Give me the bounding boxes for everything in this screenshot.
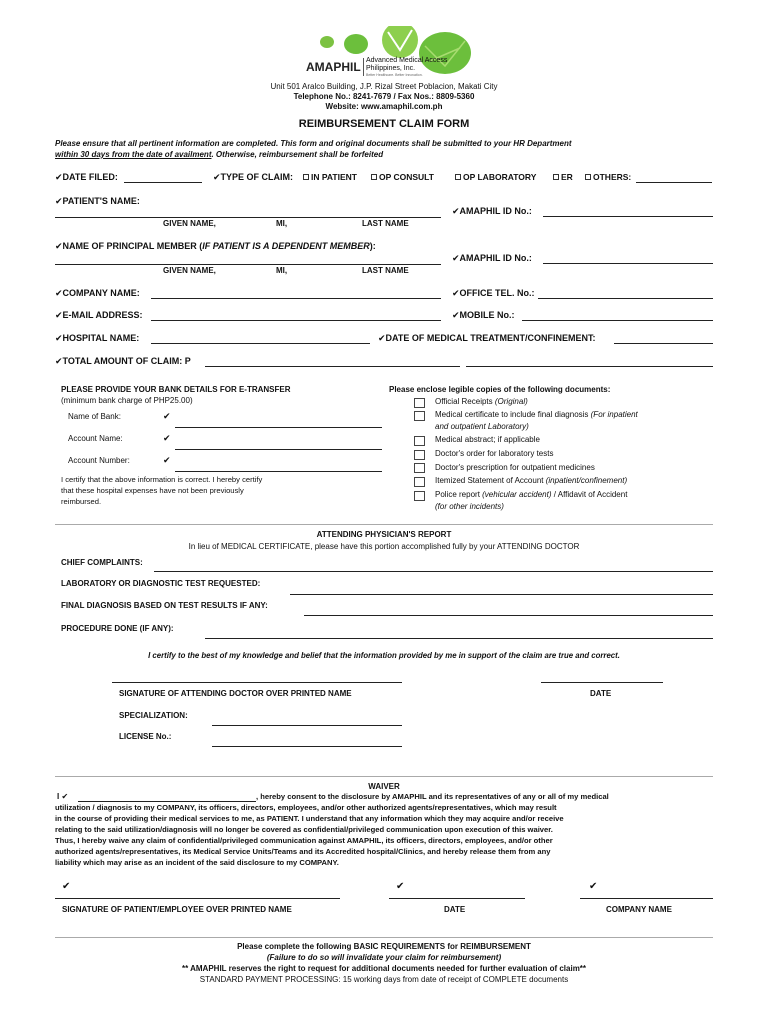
document-checkbox-medical-abstract[interactable] [414,436,425,446]
company-phone: Telephone No.: 8241-7679 / Fax Nos.: 8809-5360 [293,92,475,101]
check-icon: ✔ [55,172,63,182]
date-treatment-label: ✔DATE OF MEDICAL TREATMENT/CONFINEMENT: [378,333,596,343]
check-icon: ✔ [163,433,171,443]
check-icon: ✔ [452,206,460,216]
document-checkbox-lab-order[interactable] [414,450,425,460]
principal-amaphil-id-field[interactable] [543,263,713,264]
documents-heading: Please enclose legible copies of the following documents: [389,385,611,394]
claim-type-op-consult[interactable]: OP CONSULT [371,172,434,182]
patient-signature-caption: SIGNATURE OF PATIENT/EMPLOYEE OVER PRINTED NAME [62,905,292,914]
waiver-text-line5: Thus, I hereby waive any claim of confidential/privileged communication against AMAPHIL, its officers, directors, employees, and/or other [55,836,553,845]
account-name-field[interactable] [175,449,382,450]
specialization-field[interactable] [212,725,402,726]
bank-heading: PLEASE PROVIDE YOUR BANK DETAILS FOR E-TRANSFER [61,385,291,394]
total-claim-label: ✔TOTAL AMOUNT OF CLAIM: P [55,356,191,366]
check-icon: ✔ [589,881,598,892]
mobile-field[interactable] [522,320,713,321]
type-of-claim-label: ✔TYPE OF CLAIM: [213,172,294,182]
patient-company-caption: COMPANY NAME [606,905,672,914]
check-icon: ✔ [55,241,63,251]
check-icon: ✔ [55,288,63,298]
check-icon: ✔ [452,253,460,263]
claim-type-inpatient[interactable]: IN PATIENT [303,172,357,182]
company-name-field[interactable] [151,298,441,299]
patient-signature-field[interactable] [55,898,340,899]
document-checkbox-statement[interactable] [414,477,425,487]
company-tagline: Better Healthcare. Better Innovation. [366,73,423,77]
notice-deadline: within 30 days from the date of availment [55,150,212,159]
bank-name-label: Name of Bank: [68,412,121,421]
check-icon: ✔ [163,455,171,465]
waiver-text-line1: , hereby consent to the disclosure by AMAPHIL and its representatives of any or all of my medical [256,792,609,801]
footer-processing-note: STANDARD PAYMENT PROCESSING: 15 working days from date of receipt of COMPLETE documents [199,975,569,984]
company-name-line2: Philippines, Inc. [366,65,416,72]
document-item-lab-order: Doctor's order for laboratory tests [435,449,554,458]
claim-type-er[interactable]: ER [553,172,573,182]
document-item-medical-certificate-note: and outpatient Laboratory) [435,422,529,431]
footer-requirements: Please complete the following BASIC REQUIREMENTS for REIMBURSEMENT [237,942,531,951]
check-icon: ✔ [62,881,71,892]
bank-certify-line2: that these hospital expenses have not been previously [61,486,244,495]
check-icon: ✔ [163,411,171,421]
section-divider [55,776,713,777]
document-checkbox-medical-certificate[interactable] [414,411,425,421]
specialization-label: SPECIALIZATION: [119,711,188,720]
checkbox-icon[interactable] [553,174,559,180]
document-item-prescription: Doctor's prescription for outpatient medicines [435,463,595,472]
section-divider [55,524,713,525]
check-icon: ✔ [55,310,63,320]
account-name-label: Account Name: [68,434,123,443]
document-checkbox-receipts[interactable] [414,398,425,408]
patient-amaphil-id-label: ✔AMAPHIL ID No.: [452,206,532,216]
total-claim-field-extra[interactable] [466,366,713,367]
check-icon: ✔ [55,196,63,206]
doctor-date-field[interactable] [541,682,663,683]
bank-subheading: (minimum bank charge of PHP25.00) [61,396,193,405]
waiver-i: I ✔ [57,792,69,801]
check-icon: ✔ [55,356,63,366]
check-icon: ✔ [55,333,63,343]
checkbox-icon[interactable] [371,174,377,180]
final-diagnosis-label: FINAL DIAGNOSIS BASED ON TEST RESULTS IF ANY: [61,601,268,610]
patient-last-name-caption: LAST NAME [362,219,409,228]
company-name-label: ✔COMPANY NAME: [55,288,140,298]
principal-mi-caption: MI, [276,266,288,275]
date-treatment-field[interactable] [614,343,713,344]
document-item-police-report: Police report (vehicular accident) / Affidavit of Accident [435,490,628,499]
document-item-statement: Itemized Statement of Account (inpatient/confinement) [435,476,628,485]
waiver-text-line7: liability which may arise as an incident of the said disclosure to my COMPANY. [55,858,339,867]
lab-test-field-1[interactable] [290,594,713,595]
document-checkbox-prescription[interactable] [414,463,425,473]
document-item-medical-abstract: Medical abstract; if applicable [435,435,540,444]
email-label: ✔E-MAIL ADDRESS: [55,310,143,320]
mobile-label: ✔MOBILE No.: [452,310,515,320]
document-item-police-report-note: (for other incidents) [435,502,504,511]
waiver-heading: WAIVER [368,782,400,791]
claim-type-others[interactable]: OTHERS: [585,172,631,182]
physician-subheading: In lieu of MEDICAL CERTIFICATE, please have this portion accomplished fully by your ATTENDING DOCTOR [188,542,580,551]
chief-complaints-label: CHIEF COMPLAINTS: [61,558,143,567]
company-address: Unit 501 Aralco Building, J.P. Rizal Street Poblacion, Makati City [270,82,498,91]
form-title: REIMBURSEMENT CLAIM FORM [298,118,470,130]
bank-certify-line3: reimbursed. [61,497,102,506]
waiver-text-line2: utilization / diagnosis to my COMPANY, its officers, directors, employees, and/or other authorized agents/representatives, which may result [55,803,557,812]
chief-complaints-field[interactable] [154,571,713,572]
check-icon: ✔ [452,310,460,320]
physician-heading: ATTENDING PHYSICIAN'S REPORT [316,530,452,539]
footer-reserve-note: ** AMAPHIL reserves the right to request for additional documents needed for further evaluation of claim** [181,964,587,973]
patient-name-label: ✔PATIENT'S NAME: [55,196,140,206]
hospital-name-field[interactable] [151,343,370,344]
bank-name-field[interactable] [175,427,382,428]
checkbox-icon[interactable] [303,174,309,180]
brand-name: AMAPHIL [306,60,361,74]
document-item-medical-certificate: Medical certificate to include final diagnosis (For inpatient [435,410,638,419]
office-tel-field[interactable] [538,298,713,299]
claim-others-field[interactable] [636,182,712,183]
patient-mi-caption: MI, [276,219,288,228]
license-field[interactable] [212,746,402,747]
check-icon: ✔ [452,288,460,298]
checkbox-icon[interactable] [455,174,461,180]
principal-member-label: ✔NAME OF PRINCIPAL MEMBER (IF PATIENT IS A DEPENDENT MEMBER): [55,241,376,251]
account-number-field[interactable] [175,471,382,472]
total-claim-field[interactable] [205,366,460,367]
footer-failure-note: (Failure to do so will invalidate your claim for reimbursement) [266,953,502,962]
final-diagnosis-field[interactable] [304,615,713,616]
checkbox-icon[interactable] [585,174,591,180]
doctor-signature-field[interactable] [112,682,402,683]
document-item-receipts: Official Receipts (Original) [435,397,528,406]
check-icon: ✔ [213,172,221,182]
company-website: Website: www.amaphil.com.ph [325,102,443,111]
notice-line1: Please ensure that all pertinent information are completed. This form and original documents shall be submitted to your HR Department [55,139,572,148]
waiver-text-line6: authorized agents/representatives, its Medical Service Units/Teams and its Accredited hospital/Clinics, and hereby release them from any [55,847,551,856]
procedure-field[interactable] [205,638,713,639]
patient-date-caption: DATE [444,905,466,914]
claim-type-op-laboratory[interactable]: OP LABORATORY [455,172,536,182]
waiver-text-line3: in the course of providing their medical services to me, as PATIENT. I understand that any information which they may acquire and/or receive [55,814,564,823]
notice-line2 [55,150,383,159]
document-checkbox-police-report[interactable] [414,491,425,501]
account-number-label: Account Number: [68,456,130,465]
principal-amaphil-id-label: ✔AMAPHIL ID No.: [452,253,532,263]
section-divider [55,937,713,938]
license-label: LICENSE No.: [119,732,172,741]
principal-member-field[interactable] [55,264,441,265]
office-tel-label: ✔OFFICE TEL. No.: [452,288,535,298]
hospital-name-label: ✔HOSPITAL NAME: [55,333,140,343]
procedure-label: PROCEDURE DONE (IF ANY): [61,624,174,633]
check-icon: ✔ [378,333,386,343]
doctor-date-caption: DATE [590,689,612,698]
bank-certify-line1: I certify that the above information is correct. I hereby certify [61,475,263,484]
patient-given-name-caption: GIVEN NAME, [163,219,216,228]
check-icon: ✔ [396,881,405,892]
doctor-signature-caption: SIGNATURE OF ATTENDING DOCTOR OVER PRINTED NAME [119,689,352,698]
physician-certify: I certify to the best of my knowledge and belief that the information provided by me in support of the claim are true and correct. [148,651,620,660]
date-filed-label: ✔DATE FILED: [55,172,118,182]
principal-last-name-caption: LAST NAME [362,266,409,275]
date-filed-field[interactable] [124,182,202,183]
waiver-name-field[interactable] [78,801,256,802]
waiver-text-line4: relating to the said utilization/diagnosis will no longer be covered as confidential/privileged communication upon execution of this waiver. [55,825,553,834]
patient-name-field[interactable] [55,217,441,218]
patient-company-field[interactable] [580,898,713,899]
principal-given-name-caption: GIVEN NAME, [163,266,216,275]
email-field[interactable] [151,320,441,321]
patient-date-field[interactable] [389,898,525,899]
brand-divider [363,58,364,76]
patient-amaphil-id-field[interactable] [543,216,713,217]
notice-forfeit: . Otherwise, reimbursement shall be forfeited [211,150,384,159]
company-name-line1: Advanced Medical Access [366,57,448,64]
lab-test-label: LABORATORY OR DIAGNOSTIC TEST REQUESTED: [61,579,261,588]
